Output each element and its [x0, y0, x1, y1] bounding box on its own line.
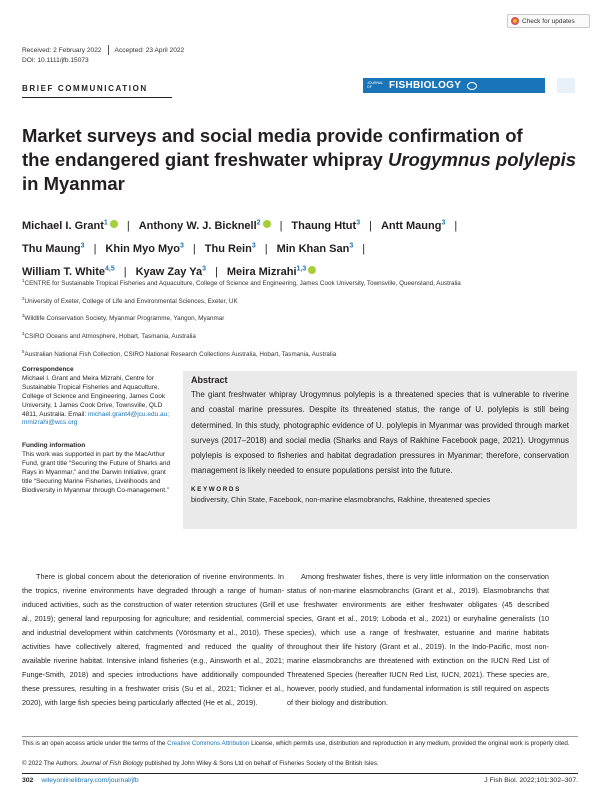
- check-for-updates-button[interactable]: [507, 14, 590, 28]
- check-updates-label: Check for updates: [522, 17, 575, 25]
- body-paragraph: Among freshwater fishes, there is very little information on the conservation status of non-marine elasmobranchs (Grant et al., 2019). Elasmobranchs that use freshwater environments are either freshwater obligates (45 described species, Grant et al., 2019; Loboda et al., 2021) or euryhaline generalists (10 species), which use a range of freshwater, estuarine and marine habitats throughout their life history (Grant et al., 2019). In the Indo-Pacific, most non-marine elasmobranchs are threatened with extinction on the IUCN Red List of Threatened Species (hereafter IUCN Red List, IUCN, 2021). These species are, however, poorly studied, and fundamental information is still required on aspects of their biology and distribution.: [287, 572, 549, 707]
- divider: [22, 736, 578, 737]
- keywords-heading: KEYWORDS: [191, 485, 241, 493]
- funding-heading: Funding information: [22, 442, 86, 450]
- affiliation: $^4$CSIRO Oceans and Atmosphere, Hobart, Tasmania, Australia: [22, 331, 196, 341]
- logo-stripe: [545, 78, 575, 93]
- title-line-2: the endangered giant freshwater whipray: [22, 149, 388, 170]
- license-link[interactable]: Creative Commons Attribution: [167, 740, 250, 747]
- author[interactable]: Thu Maung$^3$: [22, 242, 85, 255]
- body-column-right: [287, 570, 549, 710]
- divider: [108, 45, 109, 55]
- journal-logo-small-text: JOURNAL OF: [367, 80, 384, 89]
- dates-line: [22, 45, 184, 55]
- affiliation: $^5$Australian National Fish Collection, CSIRO National Research Collections Australia, Hobart, Tasmania, Australia: [22, 348, 337, 358]
- body-paragraph: There is global concern about the deterioration of riverine environments. In the tropics, riverine environments have degraded through a range of human-induced activities, such as the construction of water retention structures (Grill et al., 2019); general land repurposing for agriculture; and residential, commercial and industrial development within catchments (Vörösmarty et al., 2010). These activities have collectively altered, fragmented and reduced the quality of available riverine habitat. Intensive inland fisheries (e.g., Ainsworth et al., 2021; Funge-Smith, 2018) and species introductions have additionally compounded these pressures, resulting in a freshwater crisis (Su et al., 2021; Tickner et al., 2020), with large fish species being particularly affected (He et al., 2019).: [22, 572, 284, 707]
- correspondence-heading: Correspondence: [22, 366, 74, 373]
- author-list: Michael I. Grant$^1$ | Anthony W. J. Bicknell$^2$ | Thaung Htut$^3$ | Antt Maung$^3$ | Thu Maung$^3$ | Khin Myo Myo$^3$ | Thu Rein$^3$ | Min Khan San$^3$ | William T. White$^{4,5}$ | Kyaw Zay Ya$^3$ | Meira Mizrahi$^{1,3}$: [22, 219, 458, 278]
- author[interactable]: Thaung Htut$^3$: [291, 219, 361, 232]
- article-type: BRIEF COMMUNICATION: [22, 84, 148, 93]
- article-sidebar: [22, 366, 172, 496]
- author[interactable]: Min Khan San$^3$: [276, 242, 354, 255]
- received-date: Received: 2 February 2022: [22, 46, 102, 54]
- body-column-left: [22, 570, 284, 710]
- author[interactable]: Antt Maung$^3$: [380, 219, 446, 232]
- abstract-box: [183, 371, 577, 529]
- author[interactable]: Kyaw Zay Ya$^3$: [135, 265, 206, 278]
- journal-logo-text: FISHBIOLOGY: [389, 80, 462, 91]
- abstract-heading: Abstract: [191, 375, 228, 385]
- page-footer: [22, 773, 578, 784]
- accepted-date: Accepted: 23 April 2022: [114, 46, 185, 54]
- author[interactable]: William T. White$^{4,5}$: [22, 265, 115, 278]
- article-title: [22, 124, 582, 196]
- divider: [22, 97, 172, 98]
- affiliation: $^2$University of Exeter, College of Life and Environmental Sciences, Exeter, UK: [22, 295, 238, 305]
- affiliation: $^1$CENTRE for Sustainable Tropical Fisheries and Aquaculture, College of Science and Engineering, James Cook University, Townsville, Queensland, Australia: [22, 278, 461, 288]
- crossmark-icon: [511, 17, 519, 25]
- citation: J Fish Biol. 2022;101:302–307.: [484, 777, 578, 784]
- copyright-note: © 2022 The Authors. Journal of Fish Biology published by John Wiley & Sons Ltd on behalf of Fisheries Society of the British Isles.: [22, 760, 379, 767]
- abstract-text: The giant freshwater whipray Urogymnus polylepis is a threatened species that is vulnerable to riverine and coastal marine pressures. Despite its threatened status, the range of U. polylepis is still being determined. In this study, photographic evidence of U. polylepis in Myanmar was provided through market surveys (2017–2018) and social media (Sharks and Rays of Rakhine Facebook page, 2021). Urogymnus polylepis is exposed to fisheries and habitat degradation pressures in Myanmar; therefore, conservation management is likely needed to ensure populations persist into the future.: [191, 390, 569, 476]
- orcid-icon[interactable]: [263, 220, 271, 228]
- title-line-1: Market surveys and social media provide confirmation of: [22, 125, 523, 146]
- author[interactable]: Anthony W. J. Bicknell$^2$: [139, 220, 271, 232]
- funding-text: This work was supported in part by the MacArthur Fund, grant title “Securing the Future of Sharks and Rays in Myanmar,” and the Darwin Initiative, grant title “Securing Marine Fisheries, Livelihoods and Biodiversity in Myanmar through Co-management.”: [22, 451, 171, 494]
- author[interactable]: Thu Rein$^3$: [204, 242, 256, 255]
- orcid-icon[interactable]: [308, 266, 316, 274]
- email-link[interactable]: michael.grant4@jcu.edu.au; mmizrahi@wcs.org: [22, 410, 170, 427]
- doi[interactable]: DOI: 10.1111/jfb.15073: [22, 57, 89, 64]
- title-line-3: in Myanmar: [22, 173, 125, 194]
- license-note: This is an open access article under the terms of the Creative Commons Attribution License, which permits use, distribution and reproduction in any medium, provided the original work is properly cited.: [22, 740, 570, 747]
- page-number: 302: [22, 777, 34, 784]
- author[interactable]: Khin Myo Myo$^3$: [105, 242, 184, 255]
- author[interactable]: Meira Mizrahi$^{1,3}$: [227, 266, 316, 278]
- affiliations: [22, 278, 582, 366]
- orcid-icon[interactable]: [110, 220, 118, 228]
- species-name: Urogymnus polylepis: [387, 149, 577, 170]
- fish-icon: [467, 82, 477, 90]
- correspondence-text: Michael I. Grant and Meira Mizrahi, Centre for Sustainable Tropical Fisheries and Aquaculture, College of Science and Engineering, James Cook University, 1 James Cook Drive, Townsville, QLD 4811, Australia. Email: michael.grant4@jcu.edu.au; mmizrahi@wcs.org: [22, 374, 170, 427]
- affiliation: $^3$Wildlife Conservation Society, Myanmar Programme, Yangon, Myanmar: [22, 313, 225, 323]
- author[interactable]: Michael I. Grant$^1$: [22, 220, 118, 232]
- keywords: biodiversity, Chin State, Facebook, non-marine elasmobranchs, Rakhine, threatened species: [191, 494, 491, 504]
- journal-logo: [363, 78, 575, 93]
- journal-site-link[interactable]: wileyonlinelibrary.com/journal/jfb: [41, 777, 139, 784]
